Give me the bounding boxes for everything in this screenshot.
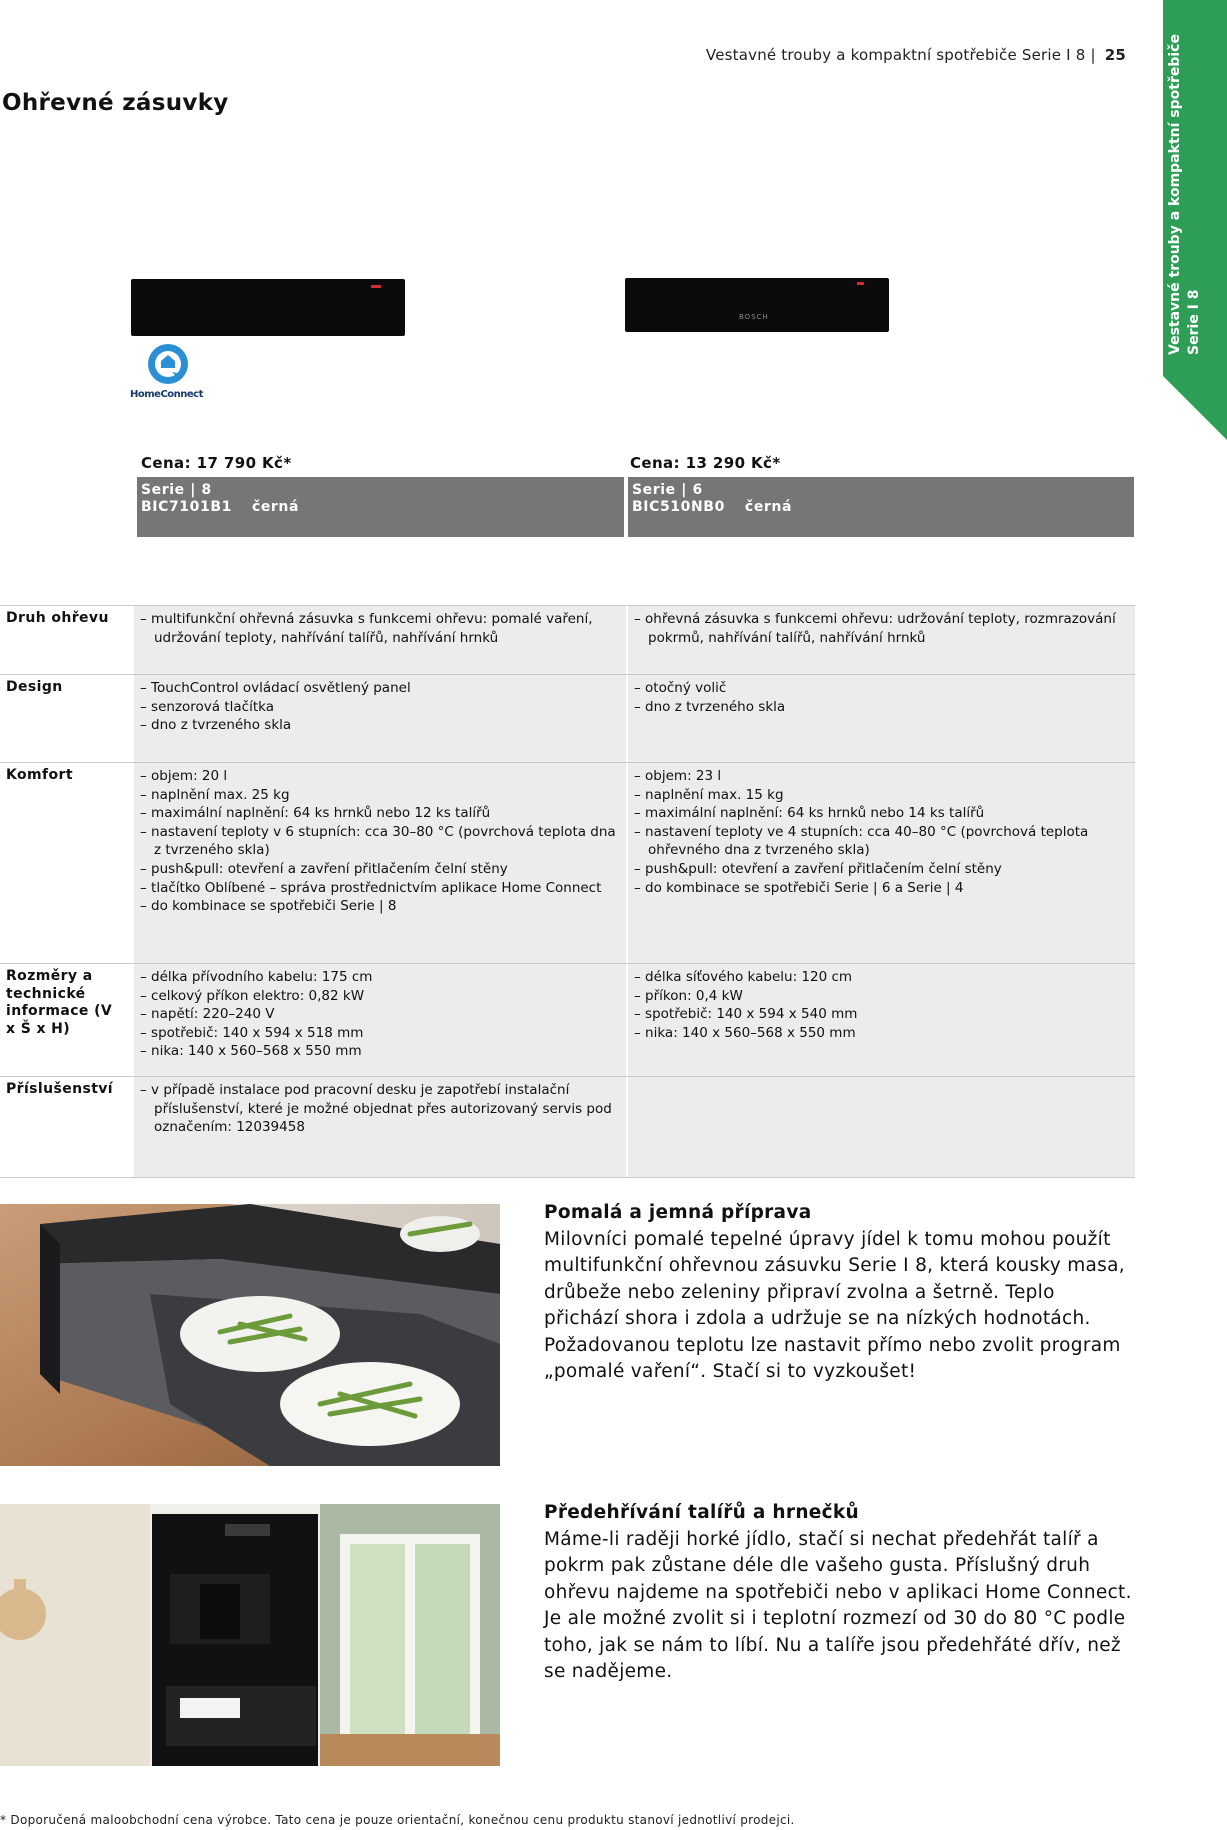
spec-item: – nastavení teploty v 6 stupních: cca 30–80 °C (povrchová teplota dna z tvrzeného skla) (140, 823, 626, 860)
model-bar-product-2 (628, 477, 1134, 537)
running-header (706, 46, 1126, 64)
photo-drawer-asparagus (0, 1204, 500, 1466)
spec-cell-product-1 (134, 964, 626, 1077)
spec-row-rozmery (0, 963, 1135, 1077)
spec-list (628, 964, 1135, 1042)
indicator-led (857, 282, 864, 285)
price-product-1: Cena: 17 790 Kč* (141, 454, 292, 472)
spec-cell-product-1 (134, 1077, 626, 1177)
home-connect-logo (130, 342, 210, 402)
spec-item: – délka přívodního kabelu: 175 cm (140, 968, 626, 987)
spec-item: – naplnění max. 15 kg (634, 786, 1135, 805)
spec-list (134, 1077, 626, 1137)
spec-row-design (0, 674, 1135, 763)
spec-list (134, 675, 626, 735)
brand-mark: BOSCH (739, 313, 769, 321)
spec-item: – příkon: 0,4 kW (634, 987, 1135, 1006)
product-image-bic7101b1 (131, 279, 405, 336)
spec-item: – maximální naplnění: 64 ks hrnků nebo 14 ks talířů (634, 804, 1135, 823)
feature-text-slow-cooking (544, 1200, 1134, 1386)
spec-item: – spotřebič: 140 x 594 x 540 mm (634, 1005, 1135, 1024)
spec-row-prislusenstvi (0, 1076, 1135, 1178)
spec-item: – spotřebič: 140 x 594 x 518 mm (140, 1024, 626, 1043)
spec-cell-product-2 (628, 675, 1135, 763)
spec-cell-product-1 (134, 606, 626, 675)
spec-item: – TouchControl ovládací osvětlený panel (140, 679, 626, 698)
header-separator: | (1090, 46, 1096, 64)
home-connect-label: HomeConnect (130, 389, 203, 400)
spec-item: – objem: 20 l (140, 767, 626, 786)
series-label: Serie | 6 (632, 482, 703, 498)
spec-label: Druh ohřevu (6, 610, 109, 626)
spec-list (628, 763, 1135, 897)
feature-text-preheating (544, 1500, 1134, 1686)
spec-item: – do kombinace se spotřebiči Serie | 6 a Serie | 4 (634, 879, 1135, 898)
spec-list (134, 763, 626, 916)
indicator-led (371, 285, 381, 288)
spec-item: – otočný volič (634, 679, 1135, 698)
spec-cell-product-2 (628, 964, 1135, 1077)
spec-list (628, 606, 1135, 647)
spec-label: Příslušenství (6, 1081, 114, 1097)
spec-item: – nastavení teploty ve 4 stupních: cca 40–80 °C (povrchová teplota ohřevného dna z tvrzeného skla) (634, 823, 1135, 860)
spec-item: – tlačítko Oblíbené – správa prostřednictvím aplikace Home Connect (140, 879, 626, 898)
spec-list (134, 606, 626, 647)
spec-item: – multifunkční ohřevná zásuvka s funkcemi ohřevu: pomalé vaření, udržování teploty, nahřívání talířů, nahřívání hrnků (140, 610, 626, 647)
spec-item: – senzorová tlačítka (140, 698, 626, 717)
spec-cell-product-1 (134, 763, 626, 964)
model-code: BIC510NB0 (632, 499, 725, 515)
spec-item: – celkový příkon elektro: 0,82 kW (140, 987, 626, 1006)
spec-item: – dno z tvrzeného skla (140, 716, 626, 735)
spec-item: – v případě instalace pod pracovní desku je zapotřebí instalační příslušenství, které je možné objednat přes autorizovaný servis pod označením: 12039458 (140, 1081, 626, 1137)
spec-label: Design (6, 679, 63, 695)
side-tab-text: Vestavné trouby a kompaktní spotřebiče Serie I 8 (1167, 34, 1202, 355)
spec-item: – do kombinace se spotřebiči Serie | 8 (140, 897, 626, 916)
spec-item: – nika: 140 x 560–568 x 550 mm (634, 1024, 1135, 1043)
spec-cell-product-2 (628, 606, 1135, 675)
spec-cell-product-2 (628, 1077, 1135, 1177)
price-product-2: Cena: 13 290 Kč* (630, 454, 781, 472)
color-label: černá (744, 499, 793, 515)
feature-body: Milovníci pomalé tepelné úpravy jídel k tomu mohou použít multifunkční ohřevnou zásuvku Serie I 8, která kousky masa, drůbeže nebo zeleniny připraví zvolna a šetrně. Teplo přichází shora i zdola a udržuje se na nízkých hodnotách. Požadovanou teplotu lze nastavit přímo nebo zvolit program „pomalé vaření“. Stačí si to vyzkoušet! (544, 1228, 1125, 1382)
spec-item: – naplnění max. 25 kg (140, 786, 626, 805)
footnote: * Doporučená maloobchodní cena výrobce. Tato cena je pouze orientační, konečnou cenu produktu stanoví jednotliví prodejci. (0, 1813, 795, 1827)
feature-body: Máme-li raději horké jídlo, stačí si nechat předehřát talíř a pokrm pak zůstane déle dle vašeho gusta. Příslušný druh ohřevu najdeme na spotřebiči nebo v aplikaci Home Connect. Je ale možné zvolit si i teplotní rozmezí od 30 do 80 °C podle toho, jak se nám to líbí. Nu a talíře jsou předehřáté dřív, než se nadějeme. (544, 1528, 1132, 1682)
spec-item: – nika: 140 x 560–568 x 550 mm (140, 1042, 626, 1061)
feature-heading: Předehřívání talířů a hrnečků (544, 1502, 859, 1523)
spec-item: – push&pull: otevření a zavření přitlačením čelní stěny (634, 860, 1135, 879)
spec-item: – dno z tvrzeného skla (634, 698, 1135, 717)
spec-item: – ohřevná zásuvka s funkcemi ohřevu: udržování teploty, rozmrazování pokrmů, nahřívání talířů, nahřívání hrnků (634, 610, 1135, 647)
page-number: 25 (1104, 46, 1126, 64)
color-label: černá (251, 499, 300, 515)
feature-heading: Pomalá a jemná příprava (544, 1202, 812, 1223)
spec-item: – push&pull: otevření a zavření přitlačením čelní stěny (140, 860, 626, 879)
spec-label: Komfort (6, 767, 73, 783)
product-image-bic510nb0 (625, 278, 889, 332)
spec-list (628, 1077, 1135, 1081)
spec-list (628, 675, 1135, 716)
model-bar-product-1 (137, 477, 624, 537)
spec-item: – délka síťového kabelu: 120 cm (634, 968, 1135, 987)
spec-cell-product-2 (628, 763, 1135, 964)
spec-label: Rozměry a technické informace (V x Š x H) (6, 968, 113, 1037)
spec-row-komfort (0, 762, 1135, 964)
series-label: Serie | 8 (141, 482, 212, 498)
photo-kitchen-cups (0, 1504, 500, 1766)
running-title: Vestavné trouby a kompaktní spotřebiče Serie I 8 (705, 46, 1086, 64)
page-title: Ohřevné zásuvky (2, 90, 229, 116)
spec-item: – objem: 23 l (634, 767, 1135, 786)
spec-item: – maximální naplnění: 64 ks hrnků nebo 12 ks talířů (140, 804, 626, 823)
spec-item: – napětí: 220–240 V (140, 1005, 626, 1024)
spec-row-druh-ohrevu (0, 605, 1135, 675)
model-code: BIC7101B1 (141, 499, 232, 515)
home-connect-icon (146, 342, 190, 386)
spec-cell-product-1 (134, 675, 626, 763)
spec-list (134, 964, 626, 1061)
